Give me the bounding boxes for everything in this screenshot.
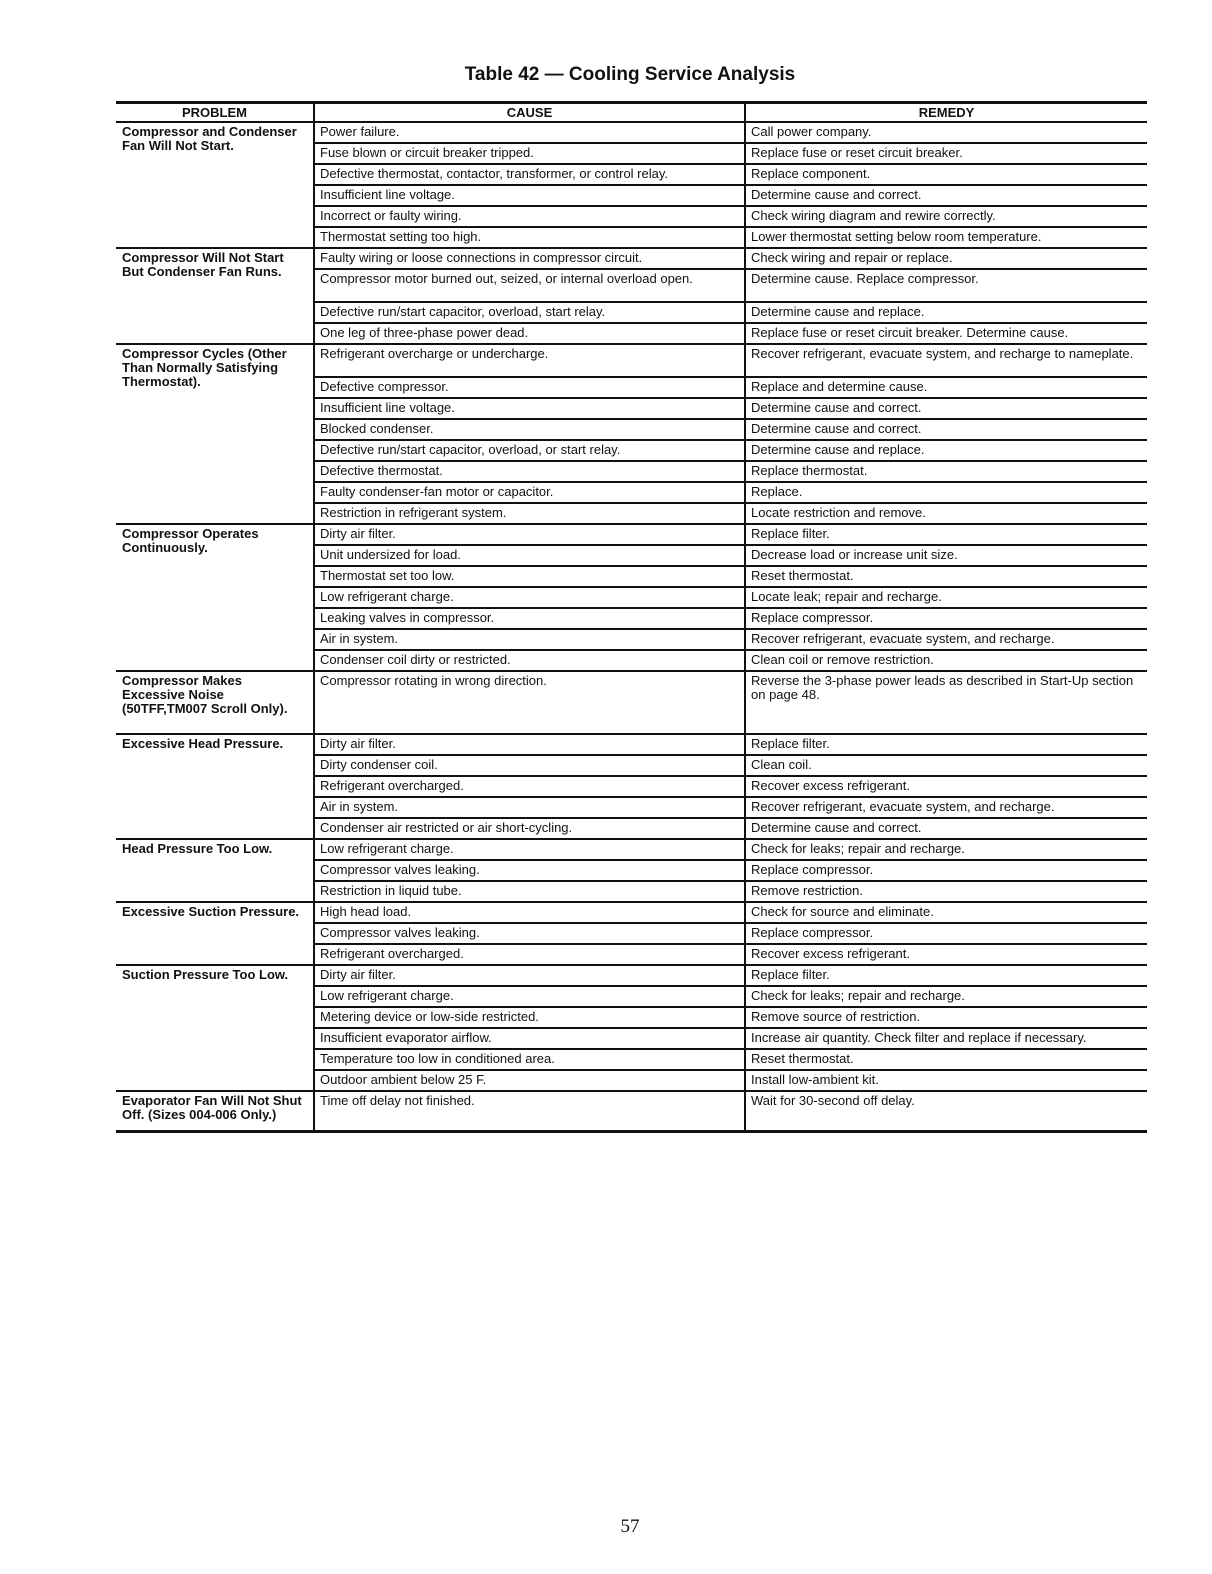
- cause-cell: Air in system.: [314, 629, 745, 650]
- cause-cell: Dirty air filter.: [314, 524, 745, 545]
- problem-cell: Compressor and Condenser Fan Will Not Start.: [116, 122, 314, 248]
- cause-cell: Refrigerant overcharge or undercharge.: [314, 344, 745, 377]
- cooling-service-analysis-table: [116, 101, 1147, 1133]
- remedy-cell: Recover refrigerant, evacuate system, and recharge.: [745, 797, 1147, 818]
- remedy-cell: Increase air quantity. Check filter and replace if necessary.: [745, 1028, 1147, 1049]
- remedy-cell: Check for leaks; repair and recharge.: [745, 839, 1147, 860]
- remedy-cell: Reset thermostat.: [745, 1049, 1147, 1070]
- remedy-cell: Replace component.: [745, 164, 1147, 185]
- remedy-cell: Clean coil or remove restriction.: [745, 650, 1147, 671]
- cause-cell: Condenser coil dirty or restricted.: [314, 650, 745, 671]
- cause-cell: Fuse blown or circuit breaker tripped.: [314, 143, 745, 164]
- cause-cell: Low refrigerant charge.: [314, 587, 745, 608]
- remedy-cell: Recover refrigerant, evacuate system, and recharge.: [745, 629, 1147, 650]
- cause-cell: Defective thermostat, contactor, transformer, or control relay.: [314, 164, 745, 185]
- remedy-cell: Recover excess refrigerant.: [745, 776, 1147, 797]
- remedy-cell: Locate leak; repair and recharge.: [745, 587, 1147, 608]
- cause-cell: Metering device or low-side restricted.: [314, 1007, 745, 1028]
- cause-cell: Power failure.: [314, 122, 745, 143]
- remedy-cell: Replace.: [745, 482, 1147, 503]
- cause-cell: Refrigerant overcharged.: [314, 944, 745, 965]
- cause-cell: Air in system.: [314, 797, 745, 818]
- cause-cell: Low refrigerant charge.: [314, 986, 745, 1007]
- cause-cell: Blocked condenser.: [314, 419, 745, 440]
- cause-cell: Dirty air filter.: [314, 965, 745, 986]
- remedy-cell: Lower thermostat setting below room temperature.: [745, 227, 1147, 248]
- remedy-cell: Wait for 30-second off delay.: [745, 1091, 1147, 1131]
- cause-cell: Faulty wiring or loose connections in compressor circuit.: [314, 248, 745, 269]
- cause-cell: Refrigerant overcharged.: [314, 776, 745, 797]
- problem-cell: Compressor Will Not Start But Condenser Fan Runs.: [116, 248, 314, 344]
- table-row: [116, 734, 1147, 755]
- table-row: [116, 344, 1147, 377]
- cause-cell: Compressor rotating in wrong direction.: [314, 671, 745, 734]
- remedy-cell: Determine cause. Replace compressor.: [745, 269, 1147, 302]
- remedy-cell: Replace fuse or reset circuit breaker. Determine cause.: [745, 323, 1147, 344]
- cause-cell: Low refrigerant charge.: [314, 839, 745, 860]
- remedy-cell: Determine cause and correct.: [745, 185, 1147, 206]
- remedy-cell: Determine cause and replace.: [745, 302, 1147, 323]
- table-header-row: [116, 103, 1147, 123]
- remedy-cell: Check wiring and repair or replace.: [745, 248, 1147, 269]
- remedy-cell: Decrease load or increase unit size.: [745, 545, 1147, 566]
- table-row: [116, 1091, 1147, 1131]
- remedy-cell: Replace filter.: [745, 524, 1147, 545]
- problem-cell: Compressor Cycles (Other Than Normally Satisfying Thermostat).: [116, 344, 314, 524]
- remedy-cell: Reverse the 3-phase power leads as described in Start-Up section on page 48.: [745, 671, 1147, 734]
- table-title: Table 42 — Cooling Service Analysis: [464, 64, 796, 85]
- problem-cell: Compressor Makes Excessive Noise (50TFF,TM007 Scroll Only).: [116, 671, 314, 734]
- cause-cell: Incorrect or faulty wiring.: [314, 206, 745, 227]
- remedy-cell: Check wiring diagram and rewire correctly.: [745, 206, 1147, 227]
- remedy-cell: Recover refrigerant, evacuate system, and recharge to nameplate.: [745, 344, 1147, 377]
- cause-cell: Restriction in liquid tube.: [314, 881, 745, 902]
- remedy-cell: Recover excess refrigerant.: [745, 944, 1147, 965]
- page-number: 57: [620, 1516, 640, 1537]
- problem-cell: Suction Pressure Too Low.: [116, 965, 314, 1091]
- problem-cell: Compressor Operates Continuously.: [116, 524, 314, 671]
- remedy-cell: Replace filter.: [745, 734, 1147, 755]
- remedy-cell: Determine cause and correct.: [745, 419, 1147, 440]
- table-row: [116, 839, 1147, 860]
- cause-cell: Compressor valves leaking.: [314, 923, 745, 944]
- remedy-cell: Replace compressor.: [745, 923, 1147, 944]
- table-row: [116, 524, 1147, 545]
- remedy-cell: Remove source of restriction.: [745, 1007, 1147, 1028]
- cause-cell: Insufficient evaporator airflow.: [314, 1028, 745, 1049]
- cause-cell: Insufficient line voltage.: [314, 185, 745, 206]
- remedy-cell: Install low-ambient kit.: [745, 1070, 1147, 1091]
- table-body: [116, 122, 1147, 1131]
- table-row: [116, 671, 1147, 734]
- cause-cell: Compressor valves leaking.: [314, 860, 745, 881]
- problem-cell: Evaporator Fan Will Not Shut Off. (Sizes 004-006 Only.): [116, 1091, 314, 1131]
- remedy-cell: Determine cause and correct.: [745, 398, 1147, 419]
- cause-cell: Thermostat setting too high.: [314, 227, 745, 248]
- header-cause: CAUSE: [314, 103, 745, 123]
- cause-cell: Unit undersized for load.: [314, 545, 745, 566]
- cause-cell: Insufficient line voltage.: [314, 398, 745, 419]
- remedy-cell: Reset thermostat.: [745, 566, 1147, 587]
- cause-cell: Restriction in refrigerant system.: [314, 503, 745, 524]
- problem-cell: Head Pressure Too Low.: [116, 839, 314, 902]
- table-row: [116, 122, 1147, 143]
- cause-cell: Condenser air restricted or air short-cycling.: [314, 818, 745, 839]
- remedy-cell: Replace compressor.: [745, 860, 1147, 881]
- remedy-cell: Replace filter.: [745, 965, 1147, 986]
- cause-cell: Defective compressor.: [314, 377, 745, 398]
- cause-cell: High head load.: [314, 902, 745, 923]
- remedy-cell: Replace compressor.: [745, 608, 1147, 629]
- cause-cell: Time off delay not finished.: [314, 1091, 745, 1131]
- remedy-cell: Check for source and eliminate.: [745, 902, 1147, 923]
- remedy-cell: Locate restriction and remove.: [745, 503, 1147, 524]
- remedy-cell: Replace and determine cause.: [745, 377, 1147, 398]
- remedy-cell: Determine cause and replace.: [745, 440, 1147, 461]
- remedy-cell: Remove restriction.: [745, 881, 1147, 902]
- problem-cell: Excessive Head Pressure.: [116, 734, 314, 839]
- cause-cell: Defective thermostat.: [314, 461, 745, 482]
- cause-cell: Defective run/start capacitor, overload, start relay.: [314, 302, 745, 323]
- remedy-cell: Replace thermostat.: [745, 461, 1147, 482]
- cause-cell: Dirty condenser coil.: [314, 755, 745, 776]
- cause-cell: Thermostat set too low.: [314, 566, 745, 587]
- table-row: [116, 902, 1147, 923]
- remedy-cell: Replace fuse or reset circuit breaker.: [745, 143, 1147, 164]
- cause-cell: Dirty air filter.: [314, 734, 745, 755]
- cause-cell: Defective run/start capacitor, overload, or start relay.: [314, 440, 745, 461]
- cause-cell: Outdoor ambient below 25 F.: [314, 1070, 745, 1091]
- problem-cell: Excessive Suction Pressure.: [116, 902, 314, 965]
- remedy-cell: Determine cause and correct.: [745, 818, 1147, 839]
- table-row: [116, 965, 1147, 986]
- header-remedy: REMEDY: [745, 103, 1147, 123]
- cause-cell: Leaking valves in compressor.: [314, 608, 745, 629]
- remedy-cell: Call power company.: [745, 122, 1147, 143]
- header-problem: PROBLEM: [116, 103, 314, 123]
- cause-cell: One leg of three-phase power dead.: [314, 323, 745, 344]
- remedy-cell: Clean coil.: [745, 755, 1147, 776]
- cause-cell: Temperature too low in conditioned area.: [314, 1049, 745, 1070]
- table-row: [116, 248, 1147, 269]
- cause-cell: Compressor motor burned out, seized, or internal overload open.: [314, 269, 745, 302]
- remedy-cell: Check for leaks; repair and recharge.: [745, 986, 1147, 1007]
- cause-cell: Faulty condenser-fan motor or capacitor.: [314, 482, 745, 503]
